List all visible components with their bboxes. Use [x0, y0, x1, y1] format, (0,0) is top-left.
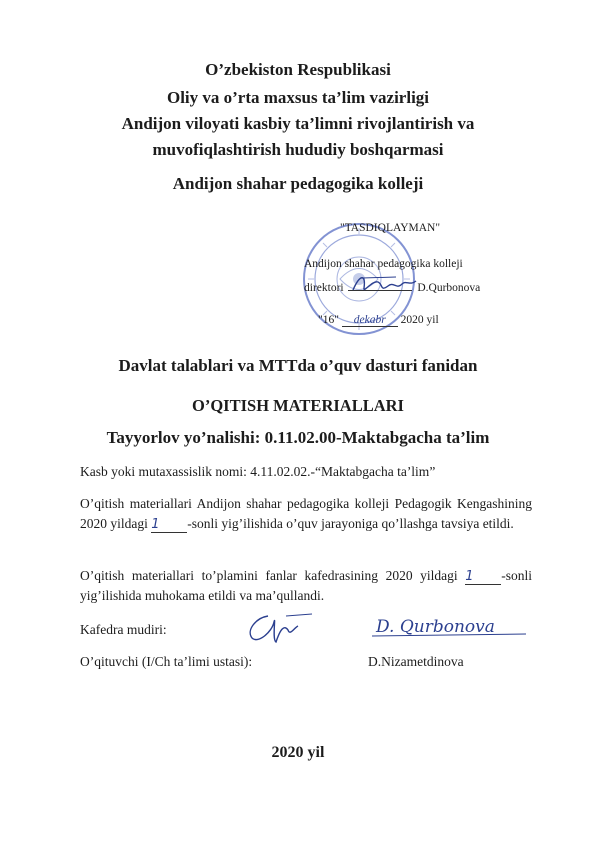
- header-line-republic: O’zbekiston Respublikasi: [205, 60, 391, 79]
- approval-signer-name: D.Qurbonova: [417, 282, 481, 294]
- approval-label: "TASDIQLAYMAN": [340, 222, 441, 234]
- header-line-region: Andijon viloyati kasbiy ta’limni rivojlantirish va: [121, 114, 475, 133]
- approval-date-month: dekabr: [342, 314, 398, 327]
- document-type-title: O’QITISH MATERIALLARI: [192, 396, 404, 415]
- subject-line: Davlat talablari va MTTda o’quv dasturi fanidan: [118, 356, 478, 375]
- header-line-administration: muvofiqlashtirish hududiy boshqarmasi: [152, 140, 444, 159]
- approval-organization: Andijon shahar pedagogika kolleji: [304, 258, 463, 270]
- paragraph-council-recommendation: [80, 494, 532, 534]
- paragraph-department-approval: [80, 566, 532, 606]
- head-of-department-label: Kafedra mudiri:: [80, 622, 167, 637]
- council-meeting-number: 1: [151, 518, 187, 533]
- header-line-ministry: Oliy va o’rta maxsus ta’lim vazirligi: [166, 88, 430, 107]
- head-of-department-signature-icon: [238, 610, 330, 646]
- training-direction: Tayyorlov yo’nalishi: 0.11.02.00-Maktabgacha ta’lim: [106, 428, 490, 447]
- header-college-name: Andijon shahar pedagogika kolleji: [172, 174, 424, 193]
- head-of-department-name-handwritten: [370, 612, 530, 642]
- approval-position-label: direktori: [304, 282, 344, 294]
- department-meeting-number: 1: [465, 570, 501, 585]
- specialty-name: Kasb yoki mutaxassislik nomi: 4.11.02.02.-“Maktabgacha ta’lim”: [80, 464, 436, 479]
- approval-date-day: "16": [318, 314, 339, 326]
- head-of-department-name: D. Qurbonova: [376, 617, 495, 637]
- paragraph-council-text-start: O’qitish materiallari Andijon shahar pedagogika kolleji Pedagogik Kengashining 2020 yildagi: [80, 496, 532, 531]
- paragraph-department-text-start: O’qitish materiallari to’plamini fanlar kafedrasining 2020 yildagi: [80, 568, 466, 583]
- teacher-label: O’qituvchi (I/Ch ta’limi ustasi):: [80, 654, 253, 669]
- teacher-name: D.Nizametdinova: [368, 654, 464, 669]
- footer-year: 2020 yil: [271, 744, 325, 761]
- approval-date-year: 2020 yil: [400, 314, 439, 326]
- paragraph-council-text-end: -sonli yig’ilishida o’quv jarayoniga qo’llashga tavsiya etildi.: [187, 516, 514, 531]
- director-signature-icon: [350, 272, 420, 296]
- approval-date: [318, 314, 439, 327]
- paragraph-department-text-end: -sonli yig’ilishida muhokama etildi va ma’qullandi.: [80, 568, 532, 603]
